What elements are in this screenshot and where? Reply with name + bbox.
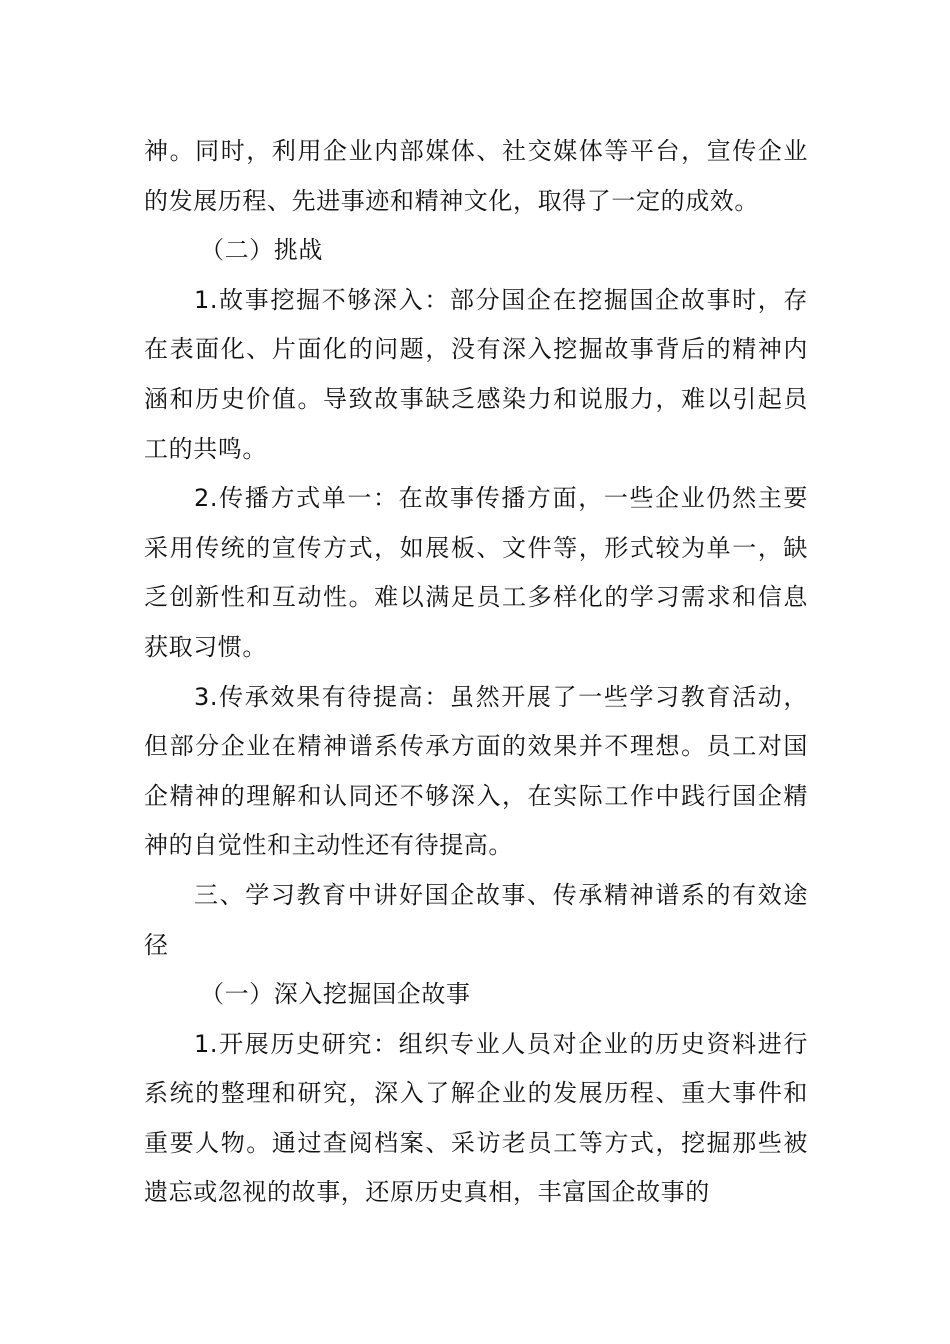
subheading-dig-stories: （一）深入挖掘国企故事 [200,980,471,1009]
subheading-challenges: （二）挑战 [200,236,323,265]
section-heading-3: 三、学习教育中讲好国企故事、传承精神谱系的有效途径 [144,880,808,959]
continuation-paragraph: 神。同时，利用企业内部媒体、社交媒体等平台，宣传企业的发展历程、先进事迹和精神文化，取得了一定的成效。 [144,137,808,215]
paragraph-challenge-2: 2.传播方式单一：在故事传播方面，一些企业仍然主要采用传统的宣传方式，如展板、文件等，形式较为单一，缺乏创新性和互动性。难以满足员工多样化的学习需求和信息获取习惯。 [144,484,808,661]
paragraph-challenge-1: 1.故事挖掘不够深入：部分国企在挖掘国企故事时，存在表面化、片面化的问题，没有深入挖掘故事背后的精神内涵和历史价值。导致故事缺乏感染力和说服力，难以引起员工的共鸣。 [144,285,808,463]
paragraph-challenge-3: 3.传承效果有待提高：虽然开展了一些学习教育活动，但部分企业在精神谱系传承方面的效果并不理想。员工对国企精神的理解和认同还不够深入，在实际工作中践行国企精神的自觉性和主动性还有待提高。 [144,682,808,860]
document-body [144,127,808,1218]
paragraph-historical-research: 1.开展历史研究：组织专业人员对企业的历史资料进行系统的整理和研究，深入了解企业的发展历程、重大事件和重要人物。通过查阅档案、采访老员工等方式，挖掘那些被遗忘或忽视的故事，还原历史真相，丰富国企故事的 [144,1029,808,1207]
